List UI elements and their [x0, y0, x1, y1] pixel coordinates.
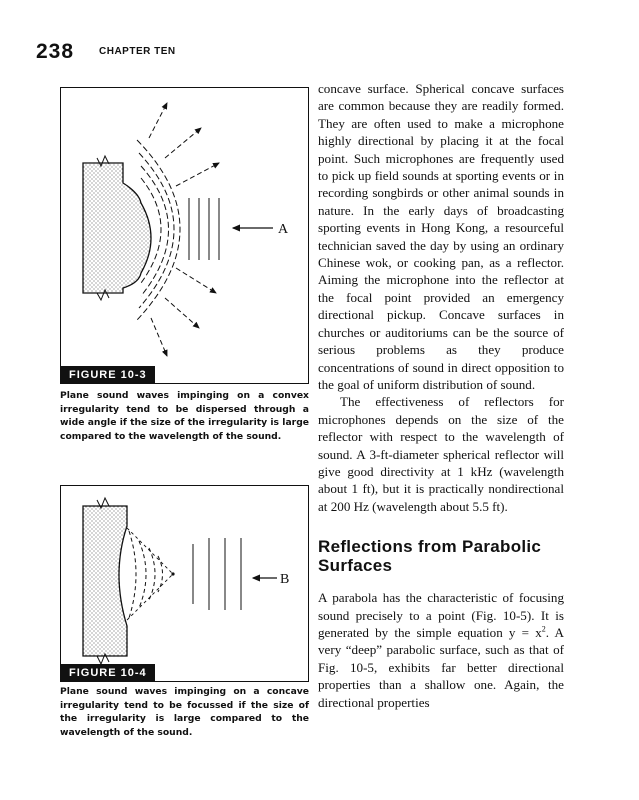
- page-header: [36, 40, 176, 64]
- label-a: A: [278, 222, 289, 237]
- figure-10-4: [60, 485, 309, 682]
- convex-wall: [83, 163, 151, 293]
- body-paragraph-1: concave surface. Spherical concave surfaces are common because they are readily formed. They are often used to make a microphone highly directional by placing it at the focal point. Such microphones are frequently used to pick up field sounds at sporting events or in recording songbirds or other animal sounds in nature. In the early days of broadcasting sporting events in Hong Kong, a resourceful technician saved the day by using an ordinary Chinese wok, or cooking pan, as a reflector. Aiming the microphone into the reflector at the focal point provided an emergency directional pickup. Concave surfaces in churches or auditoriums can be the source of serious problems as they produce concentrations of sound in direct opposition to the goal of uniform distribution of sound.: [318, 81, 564, 392]
- body-paragraph-3: [318, 589, 564, 711]
- concave-reflection-diagram: [61, 486, 308, 681]
- paragraph-3-start: A parabola has the characteristic of focusing sound precisely to a point (Fig. 10-5). It is generated by the simple equation y = x: [318, 590, 564, 640]
- concave-wall: [83, 506, 127, 656]
- label-b: B: [280, 572, 290, 587]
- convex-reflection-diagram: [61, 88, 308, 383]
- figure-10-4-caption: Plane sound waves impinging on a concave irregularity tend to be focussed if the size of the irregularity is large compared to the wavelength of the sound.: [60, 686, 309, 738]
- figure-10-3-label: FIGURE 10-3: [61, 366, 155, 383]
- figure-10-4-label: FIGURE 10-4: [61, 664, 155, 681]
- body-paragraph-2: The effectiveness of reflectors for microphones depends on the size of the reflector with respect to the wavelength of sound. A 3-ft-diameter spherical reflector will give good directivity at 1 kHz (wavelength about 1 ft), but it is practically nondirectional at 200 Hz (wavelength about 5.5 ft).: [318, 394, 564, 514]
- figure-10-3: [60, 87, 309, 384]
- equation-exponent: 2: [541, 624, 546, 634]
- figure-10-3-caption: Plane sound waves impinging on a convex irregularity tend to be dispersed through a wide angle if the size of the irregularity is large compared to the wavelength of the sound.: [60, 390, 309, 442]
- section-heading: Reflections from Parabolic Surfaces: [318, 537, 542, 576]
- chapter-title: CHAPTER TEN: [99, 46, 176, 57]
- page-number: 238: [36, 40, 75, 63]
- body-text-column: [318, 80, 564, 711]
- paragraph-3-end: . A very “deep” parabolic surface, such as that of Fig. 10-5, exhibits far better directional properties than a shallow one. Again, the directional properties: [318, 624, 564, 710]
